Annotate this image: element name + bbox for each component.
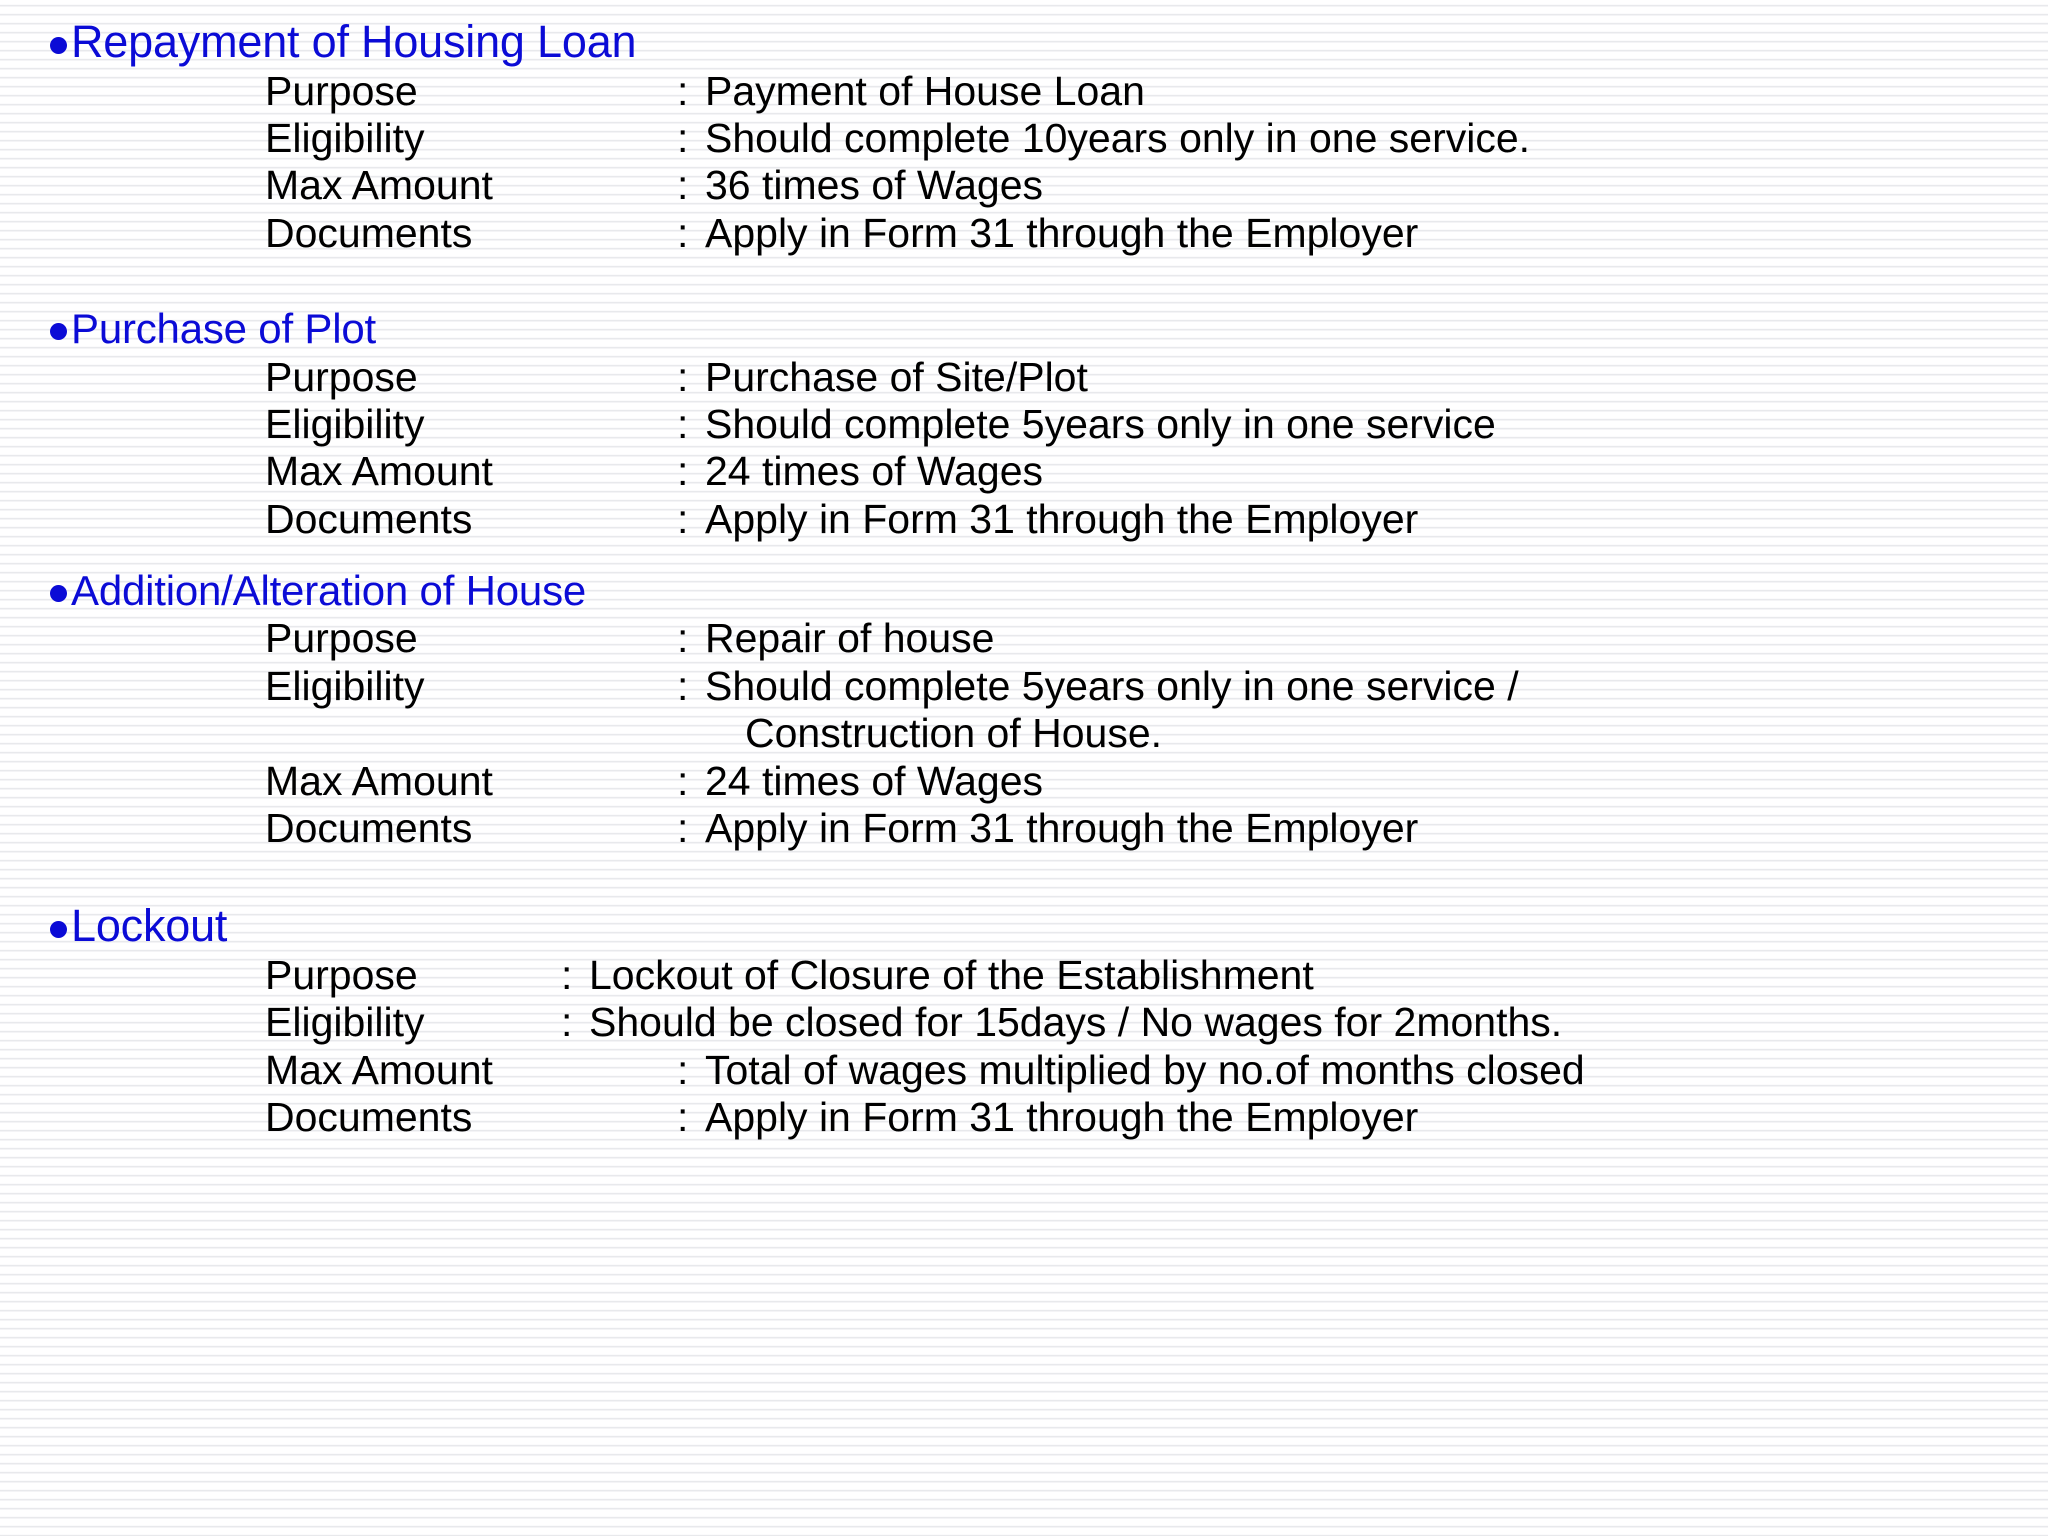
row-value: Should complete 5years only in one service — [705, 400, 1496, 447]
row-label: Eligibility — [265, 999, 425, 1046]
bullet-icon — [50, 37, 67, 54]
row-colon: : — [677, 209, 689, 256]
row-documents — [265, 210, 2048, 257]
row-max-amount — [265, 758, 2048, 805]
row-purpose — [265, 68, 2048, 115]
row-value: 36 times of Wages — [705, 162, 1044, 209]
section-heading-label: Repayment of Housing Loan — [71, 16, 637, 67]
bullet-icon — [50, 585, 67, 602]
section-spacer — [0, 852, 2048, 902]
section-heading — [0, 18, 2048, 66]
row-colon: : — [677, 448, 689, 495]
row-label: Purpose — [265, 353, 418, 400]
section-heading — [0, 566, 2048, 614]
section-spacer — [0, 543, 2048, 569]
row-colon: : — [677, 67, 689, 114]
row-purpose — [265, 354, 2048, 401]
bullet-icon — [50, 921, 67, 938]
row-colon: : — [677, 162, 689, 209]
row-purpose — [265, 615, 2048, 662]
row-documents — [265, 805, 2048, 852]
section-addition-alteration-of-house — [0, 566, 2048, 852]
row-colon: : — [561, 951, 573, 998]
row-colon: : — [677, 400, 689, 447]
section-heading — [0, 307, 2048, 352]
row-label: Purpose — [265, 615, 418, 662]
row-label: Max Amount — [265, 448, 493, 495]
row-value: Repair of house — [705, 615, 995, 662]
row-documents — [265, 496, 2048, 543]
section-spacer — [0, 257, 2048, 307]
row-value: Should be closed for 15days / No wages for 2months. — [589, 999, 1563, 1046]
row-max-amount — [265, 448, 2048, 495]
detail-rows — [0, 615, 2048, 852]
row-purpose — [265, 952, 2048, 999]
row-eligibility — [265, 663, 2048, 710]
row-eligibility — [265, 401, 2048, 448]
row-value: Purchase of Site/Plot — [705, 353, 1088, 400]
row-value: 24 times of Wages — [705, 448, 1044, 495]
section-heading-label: Purchase of Plot — [71, 305, 376, 353]
section-heading — [0, 902, 2048, 950]
row-colon: : — [677, 1093, 689, 1140]
row-colon: : — [677, 757, 689, 804]
row-label: Documents — [265, 495, 473, 542]
section-lockout — [0, 902, 2048, 1141]
row-documents — [265, 1094, 2048, 1141]
row-value: Should complete 10years only in one service. — [705, 115, 1531, 162]
row-label: Eligibility — [265, 115, 425, 162]
row-value: 24 times of Wages — [705, 757, 1044, 804]
row-label: Eligibility — [265, 662, 425, 709]
row-colon: : — [677, 662, 689, 709]
row-value: Apply in Form 31 through the Employer — [705, 1093, 1419, 1140]
row-eligibility — [265, 999, 2048, 1046]
row-value: Should complete 5years only in one service / — [705, 662, 1519, 709]
row-label: Purpose — [265, 951, 418, 998]
row-eligibility-continuation: Construction of House. — [745, 710, 1163, 757]
row-eligibility — [265, 115, 2048, 162]
row-label: Max Amount — [265, 162, 493, 209]
row-label: Max Amount — [265, 757, 493, 804]
row-colon: : — [677, 1046, 689, 1093]
row-value: Lockout of Closure of the Establishment — [589, 951, 1314, 998]
row-colon: : — [561, 999, 573, 1046]
row-colon: : — [677, 495, 689, 542]
section-heading-label: Addition/Alteration of House — [71, 566, 587, 614]
row-label: Documents — [265, 209, 473, 256]
section-heading-label: Lockout — [71, 900, 228, 952]
row-value: Total of wages multiplied by no.of months closed — [705, 1046, 1585, 1093]
row-colon: : — [677, 115, 689, 162]
bullet-icon — [50, 323, 67, 340]
row-label: Documents — [265, 804, 473, 851]
section-purchase-of-plot — [0, 307, 2048, 543]
row-colon: : — [677, 353, 689, 400]
row-max-amount — [265, 1047, 2048, 1094]
section-repayment-of-housing-loan — [0, 18, 2048, 257]
row-colon: : — [677, 615, 689, 662]
row-value: Apply in Form 31 through the Employer — [705, 804, 1419, 851]
row-label: Purpose — [265, 67, 418, 114]
row-value: Payment of House Loan — [705, 67, 1145, 114]
row-label: Max Amount — [265, 1046, 493, 1093]
row-value: Apply in Form 31 through the Employer — [705, 209, 1419, 256]
detail-rows — [0, 952, 2048, 1141]
row-value: Apply in Form 31 through the Employer — [705, 495, 1419, 542]
row-label: Eligibility — [265, 400, 425, 447]
detail-rows — [0, 354, 2048, 543]
row-colon: : — [677, 804, 689, 851]
row-label: Documents — [265, 1093, 473, 1140]
row-max-amount — [265, 162, 2048, 209]
detail-rows — [0, 68, 2048, 257]
